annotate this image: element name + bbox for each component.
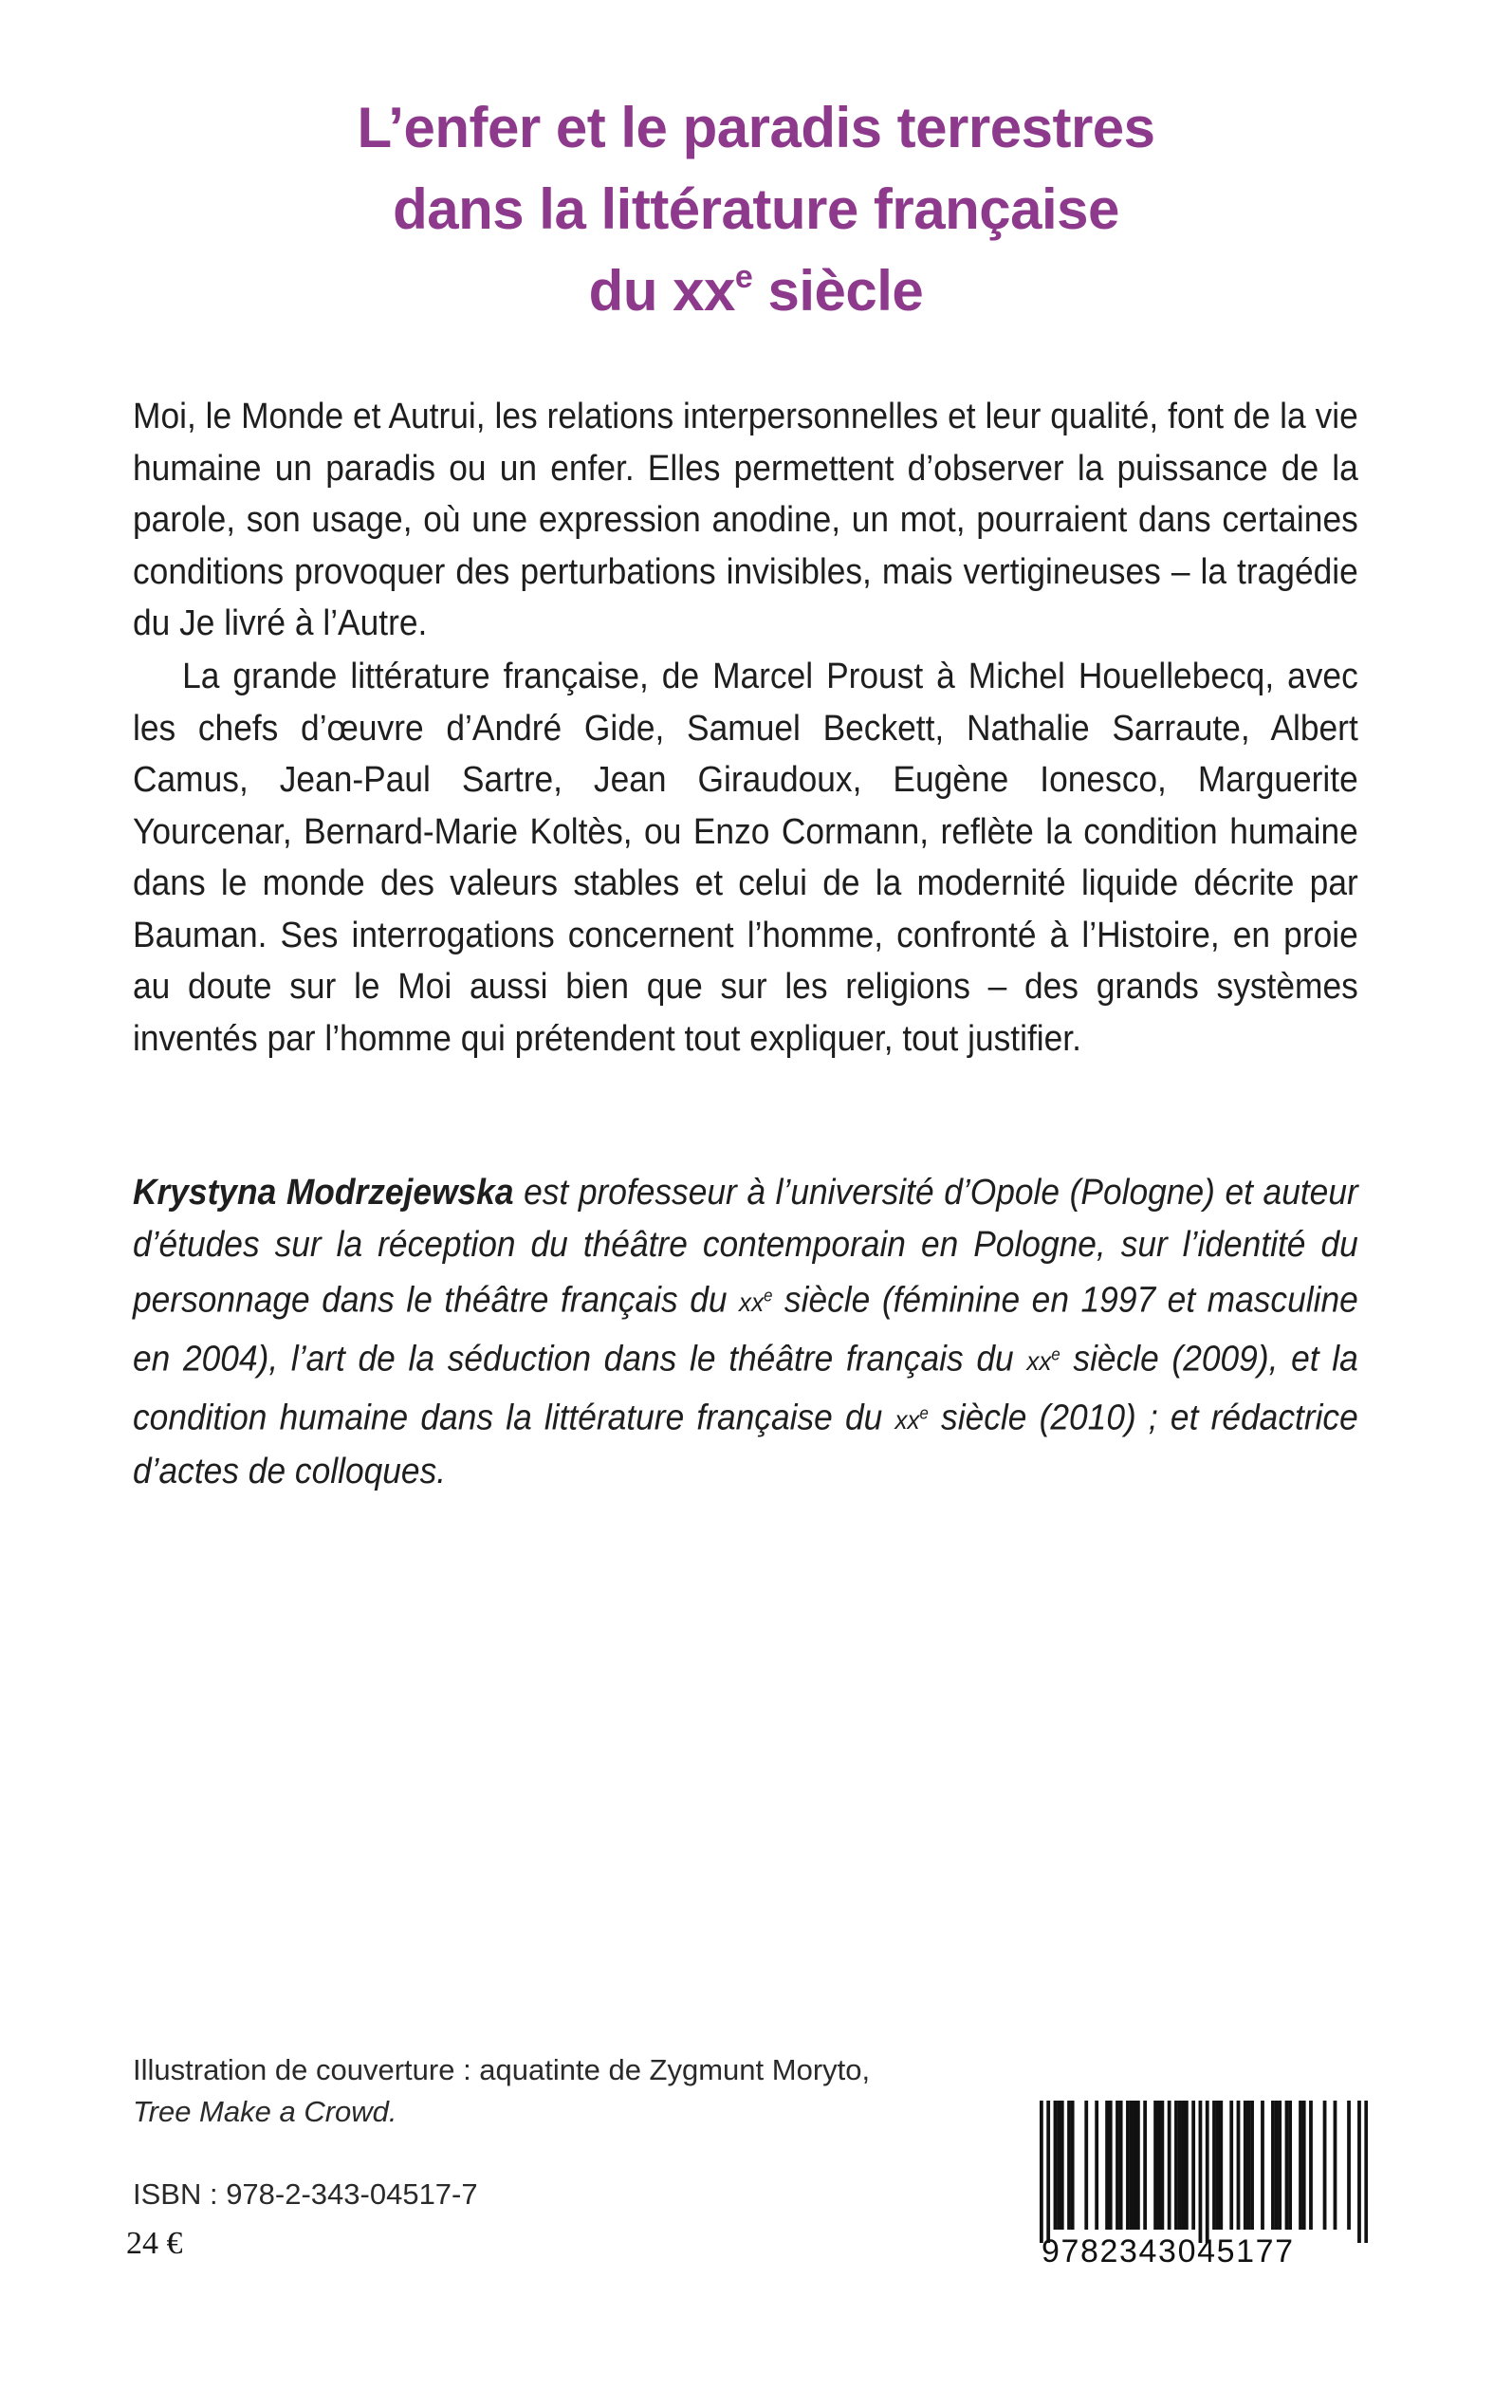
title-line-3-pre: du xx	[588, 259, 735, 323]
barcode-bar	[1178, 2101, 1182, 2230]
price-label: 24 €	[126, 2226, 183, 2261]
barcode-bar	[1302, 2101, 1306, 2230]
barcode-bar	[1095, 2101, 1098, 2230]
barcode-bar	[1046, 2101, 1050, 2243]
cover-credit	[133, 2049, 870, 2133]
barcode-bar	[1288, 2101, 1292, 2230]
barcode-bar	[1334, 2101, 1337, 2230]
title-line-3-sup: e	[734, 259, 753, 295]
barcode-bar	[1185, 2101, 1189, 2230]
barcode-bar	[1057, 2101, 1060, 2230]
barcode-bar	[1206, 2101, 1209, 2243]
barcode-bar	[1181, 2101, 1185, 2230]
bio-part-2: siècle (féminine en 1997 et masculine en 2004), l’art de la séduction dans le théâtre français du	[133, 1280, 1358, 1380]
century-sup-2: e	[1051, 1344, 1060, 1364]
barcode-bar	[1153, 2101, 1157, 2230]
century-label-1	[739, 1287, 772, 1317]
barcode-bar	[1191, 2101, 1195, 2230]
barcode-bar	[1244, 2101, 1247, 2230]
barcode-bar	[1084, 2101, 1088, 2230]
title-line-1: L’enfer et le paradis terrestres	[357, 96, 1155, 159]
barcode-bar	[1229, 2101, 1233, 2230]
barcode-bar	[1160, 2101, 1164, 2230]
barcode-bar	[1271, 2101, 1275, 2230]
barcode-bar	[1250, 2101, 1254, 2230]
barcode-bar	[1060, 2101, 1064, 2230]
barcode-bar	[1309, 2101, 1313, 2230]
century-sup-3: e	[919, 1403, 929, 1423]
barcode-bar	[1261, 2101, 1264, 2230]
barcode-bar	[1109, 2101, 1113, 2230]
century-text-3: xx	[894, 1404, 920, 1435]
author-name: Krystyna Modrzejewska	[133, 1173, 514, 1213]
cover-credit-artwork-title: Tree Make a Crowd.	[133, 2095, 397, 2128]
century-text-2: xx	[1026, 1346, 1052, 1377]
barcode-bar	[1299, 2101, 1302, 2230]
barcode-bar	[1071, 2101, 1075, 2230]
barcode-bar	[1237, 2101, 1241, 2230]
barcode-bar	[1219, 2101, 1223, 2230]
book-title	[0, 87, 1512, 341]
barcode-bar	[1212, 2101, 1216, 2230]
barcode-bar	[1119, 2101, 1123, 2230]
barcode-bar	[1143, 2101, 1147, 2230]
summary-paragraph-1: Moi, le Monde et Autrui, les relations interpersonnelles et leur qualité, font de la vie humaine un paradis ou un enfer. Elles permettent d’observer la puissance de la parole, son usage, où une expression anodine, un mot, pourraient dans certaines conditions provoquer des perturbations invisibles, mais vertigineuses – la tragédie du Je livré à l’Autre.	[133, 397, 1358, 643]
century-label-3	[895, 1405, 929, 1435]
bio-part-1: est professeur à l’université d’Opole (Pologne) et auteur d’études sur la réception du théâtre contemporain en Pologne, sur l’identité du personnage dans le théâtre français du	[133, 1173, 1358, 1321]
barcode-bar	[1040, 2101, 1043, 2243]
barcode-bar	[1174, 2101, 1178, 2230]
barcode-bar	[1347, 2101, 1351, 2230]
isbn-label: ISBN : 978-2-343-04517-7	[133, 2177, 478, 2211]
barcode-bar	[1364, 2101, 1368, 2243]
century-label-2	[1026, 1346, 1060, 1376]
barcode-bar	[1116, 2101, 1119, 2230]
barcode-bar	[1133, 2101, 1136, 2230]
barcode-bar	[1168, 2101, 1171, 2230]
author-bio	[133, 1167, 1358, 1498]
barcode-bar	[1054, 2101, 1058, 2230]
barcode-bar	[1105, 2101, 1109, 2230]
century-sup-1: e	[764, 1287, 773, 1306]
barcode-bar	[1126, 2101, 1130, 2230]
barcode-bar	[1157, 2101, 1161, 2230]
cover-credit-line-1: Illustration de couverture : aquatinte de Zygmunt Moryto,	[133, 2053, 871, 2086]
title-line-2: dans la littérature française	[393, 177, 1119, 241]
barcode-digits: 9782343045177	[1042, 2233, 1295, 2269]
barcode-bar	[1067, 2101, 1071, 2230]
barcode-bar	[1130, 2101, 1134, 2230]
title-line-3	[0, 250, 1512, 341]
barcode-bar	[1285, 2101, 1289, 2230]
century-text-1: xx	[739, 1287, 765, 1318]
summary-paragraph-2: La grande littérature française, de Marcel Proust à Michel Houellebecq, avec les chefs d’œuvre d’André Gide, Samuel Beckett, Nathalie Sarraute, Albert Camus, Jean-Paul Sartre, Jean Giraudoux, Eugène Ionesco, Marguerite Yourcenar, Bernard-Marie Koltès, ou Enzo Cormann, reflète la condition humaine dans le monde des valeurs stables et celui de la modernité liquide décrite par Bauman. Ses interrogations concernent l’homme, confronté à l’Histoire, en proie au doute sur le Moi aussi bien que sur les religions – des grands systèmes inventés par l’homme qui prétendent tout expliquer, tout justifier.	[133, 657, 1358, 1059]
barcode-bar	[1323, 2101, 1327, 2230]
barcode-bar	[1278, 2101, 1282, 2230]
barcode-bar	[1275, 2101, 1279, 2230]
bio-part-3: siècle (2009), et la condition humaine dans la littérature française du	[133, 1339, 1358, 1437]
barcode-bar	[1199, 2101, 1203, 2243]
barcode-bar	[1216, 2101, 1220, 2230]
barcode-bar	[1247, 2101, 1251, 2230]
barcode-bar	[1357, 2101, 1361, 2243]
barcode-bar	[1136, 2101, 1140, 2230]
bio-part-4: siècle (2010) ; et rédactrice d’actes de colloques.	[133, 1397, 1358, 1492]
title-line-3-post: siècle	[752, 259, 924, 323]
